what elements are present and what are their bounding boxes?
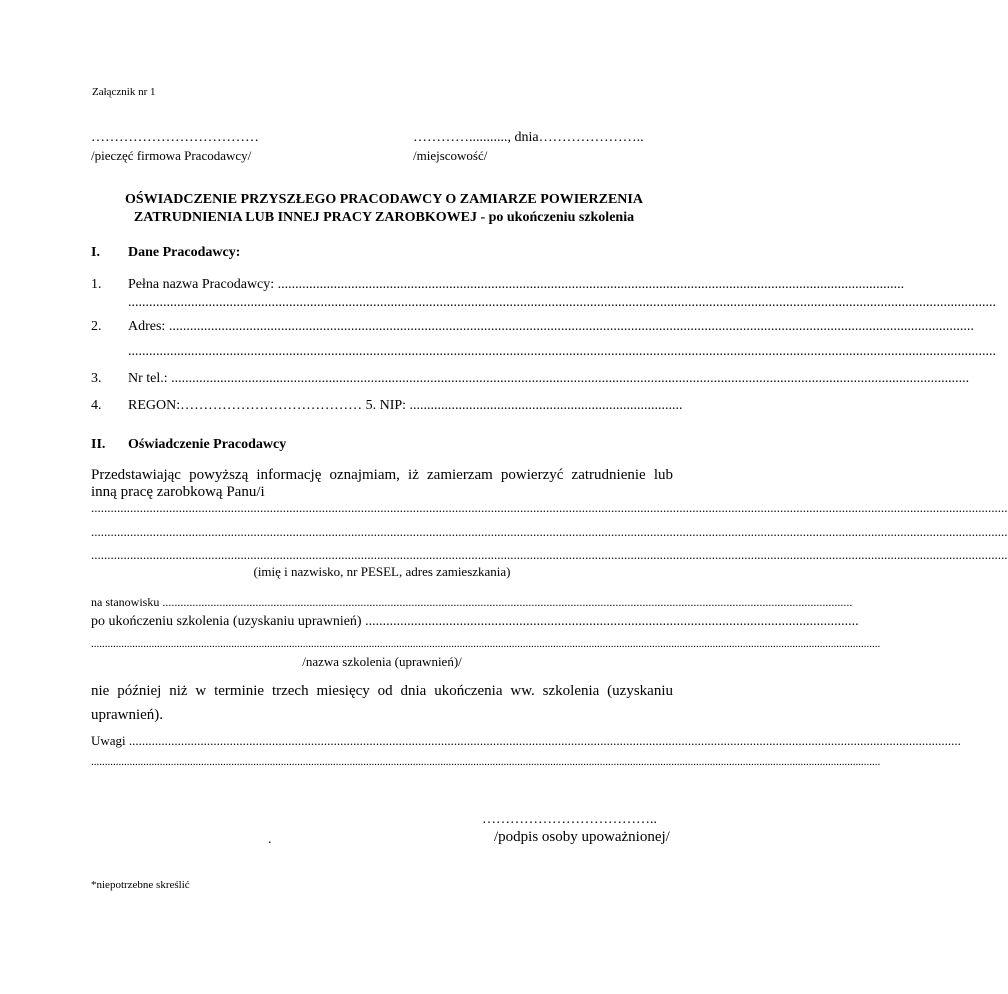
address-dots: ........................................................................................................................................................................................................................................................: [128, 344, 996, 359]
attachment-label: Załącznik nr 1: [92, 86, 156, 98]
deadline-line-1: nie później niż w terminie trzech miesięcy od dnia ukończenia ww. szkolenia (uzyskaniu: [91, 683, 673, 699]
person-dots-2: ..........................................................................................................................................................................................................................................................................................: [91, 524, 1008, 539]
remarks-field: Uwagi ................................................................................................................................................................................................................................................................: [91, 733, 961, 748]
place-label: /miejscowość/: [413, 148, 488, 163]
section-1-number: I.: [91, 245, 100, 260]
person-caption: (imię i nazwisko, nr PESEL, adres zamieszkania): [253, 564, 511, 579]
intro-line-1: Przedstawiając powyższą informację oznajmiam, iż zamierzam powierzyć zatrudnienie lub: [91, 467, 673, 483]
section-2-number: II.: [91, 437, 106, 452]
position-field: na stanowisku ......................................................................................................................................................................................................................................: [91, 595, 853, 609]
item-3-number: 3.: [91, 371, 102, 386]
item-4-number: 4.: [91, 398, 102, 413]
place-date-dots: …………..........., dnia…………………..: [413, 130, 644, 145]
remarks-dots: ...............................................................................................................................................................................................................................................................................................: [91, 756, 881, 768]
training-caption: /nazwa szkolenia (uprawnień)/: [302, 654, 462, 669]
title-line-2: ZATRUDNIENIA LUB INNEJ PRACY ZAROBKOWEJ - po ukończeniu szkolenia: [133, 210, 635, 225]
phone-field: Nr tel.: ....................................................................................................................................................................................................................................: [128, 371, 970, 386]
stamp-label: /pieczęć firmowa Pracodawcy/: [91, 148, 252, 163]
employer-name-field: Pełna nazwa Pracodawcy: ...................................................................................................................................................................................: [128, 277, 905, 292]
person-dots-1: ..........................................................................................................................................................................................................................................................................................: [91, 500, 1008, 515]
training-dots: ...............................................................................................................................................................................................................................................................................................: [91, 638, 881, 650]
title-line-1: OŚWIADCZENIE PRZYSZŁEGO PRACODAWCY O ZAMIARZE POWIERZENIA: [125, 192, 643, 207]
stamp-dots: ………………………………: [91, 130, 259, 145]
training-field: po ukończeniu szkolenia (uzyskaniu uprawnień) .............................................................................................................................................: [91, 614, 859, 629]
employer-name-dots: ........................................................................................................................................................................................................................................................: [128, 295, 996, 310]
section-1-heading: Dane Pracodawcy:: [128, 245, 241, 260]
intro-line-2: inną pracę zarobkową Panu/i: [91, 484, 265, 500]
signature-dot: .: [268, 832, 272, 847]
section-2-heading: Oświadczenie Pracodawcy: [128, 437, 287, 452]
deadline-line-2: uprawnień).: [91, 707, 164, 723]
signature-label: /podpis osoby upoważnionej/: [494, 829, 670, 845]
person-dots-3: ..........................................................................................................................................................................................................................................................................................: [91, 547, 1008, 562]
signature-dots: ………………………………..: [482, 812, 657, 827]
item-2-number: 2.: [91, 319, 102, 334]
item-1-number: 1.: [91, 277, 102, 292]
regon-nip-field: REGON:………………………………… 5. NIP: ..............................................................................: [128, 398, 683, 413]
address-field: Adres: ......................................................................................................................................................................................................................................: [128, 319, 974, 334]
footnote: *niepotrzebne skreślić: [91, 879, 190, 891]
